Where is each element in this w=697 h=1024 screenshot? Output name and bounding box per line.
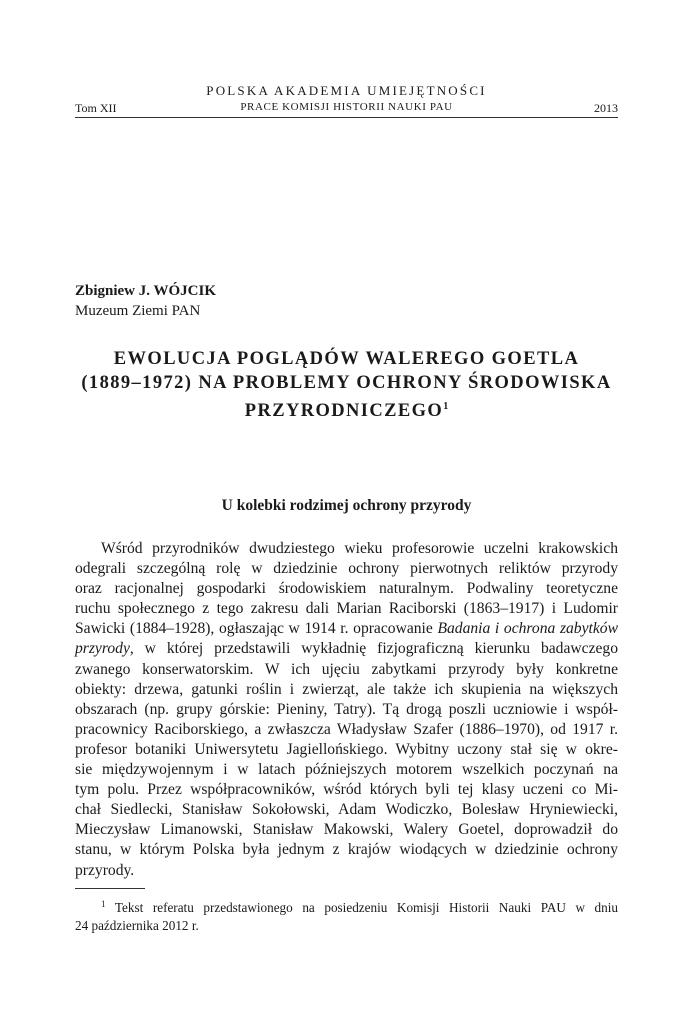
volume-label: Tom XII (75, 101, 117, 115)
body-line: ruchu społecznego z tego zakresu dali Marian Raciborski (1863–1917) i Ludomir (75, 600, 618, 618)
title-line: (1889–1972) NA PROBLEMY OCHRONY ŚRODOWISKA (81, 373, 612, 393)
body-paragraph (75, 539, 618, 881)
year-label: 2013 (594, 101, 618, 115)
author-name: Zbigniew J. WÓJCIK (75, 283, 216, 299)
body-line: zwanego konserwatorskim. W ich ujęciu zabytkami przyrody były konkretne (75, 660, 618, 678)
footnote-mark: 1 (101, 899, 106, 909)
title-line: EWOLUCJA POGLĄDÓW WALEREGO GOETLA (113, 349, 580, 369)
body-line-with-italic (75, 619, 618, 639)
footnote-line (75, 896, 618, 917)
title-line-last (75, 395, 618, 423)
body-line: chał Siedlecki, Stanisław Sokołowski, Adam Wodiczko, Bolesław Hryniewiecki, (75, 801, 618, 819)
author-affiliation: Muzeum Ziemi PAN (75, 303, 201, 319)
article-title (75, 347, 618, 423)
body-line: obszarach (np. grupy górskie: Pieniny, Tatry). Tą drogą poszli uczniowie i współ- (75, 700, 618, 718)
body-line-text: Sawicki (1884–1928), ogłaszając w 1914 r. opracowanie (75, 620, 433, 638)
body-line: profesor botaniki Uniwersytetu Jagiellońskiego. Wybitny uczony stał się w okre- (75, 740, 618, 758)
body-line-with-italic (75, 639, 618, 659)
series-title: PRACE KOMISJI HISTORII NAUKI PAU (240, 101, 453, 113)
body-line: oraz racjonalnej gospodarki środowiskiem naturalnym. Podwaliny teoretyczne (75, 580, 618, 598)
footnote (75, 896, 618, 934)
body-line: Mieczysław Limanowski, Stanisław Makowski, Walery Goetel, doprowadził do (75, 821, 618, 839)
footnote-text: Tekst referatu przedstawionego na posiedzeniu Komisji Historii Nauki PAU w dniu (114, 900, 618, 915)
header-rule (75, 117, 618, 118)
body-line: pracownicy Raciborskiego, a zwłaszcza Władysław Szafer (1886–1970), od 1917 r. (75, 720, 618, 738)
title-footnote-mark[interactable]: 1 (443, 401, 449, 412)
publisher-header: POLSKA AKADEMIA UMIEJĘTNOŚCI (206, 83, 487, 98)
footnote-rule (75, 888, 145, 889)
footnote-line: 24 października 2012 r. (75, 917, 199, 933)
body-line: sie międzywojennym i w latach późniejszych motorem wszelkich poczynań na (75, 761, 618, 779)
title-line-text: PRZYRODNICZEGO (244, 401, 444, 421)
body-line: stanu, w którym Polska była jednym z krajów wiodących w dziedzinie ochrony (75, 841, 618, 859)
body-line-text: , w której przedstawili wykładnię fizjograficzną kierunku badawczego (129, 640, 618, 658)
body-line: przyrody. (75, 861, 135, 879)
body-line: Wśród przyrodników dwudziestego wieku profesorowie uczelni krakowskich (101, 540, 618, 557)
body-line: obiekty: drzewa, gatunki roślin i zwierząt, ale także ich skupienia na większych (75, 680, 618, 698)
italic-title: Badania i ochrona zabytków (437, 620, 618, 638)
running-header (75, 101, 618, 117)
body-line: tym polu. Przez współpracowników, wśród których byli tej klasy uczeni co Mi- (75, 781, 618, 799)
section-heading: U kolebki rodzimej ochrony przyrody (221, 497, 472, 514)
italic-title-cont: przyrody (75, 640, 130, 658)
body-line: odegrali szczególną rolę w dziedzinie ochrony pierwotnych reliktów przyrody (75, 560, 618, 578)
